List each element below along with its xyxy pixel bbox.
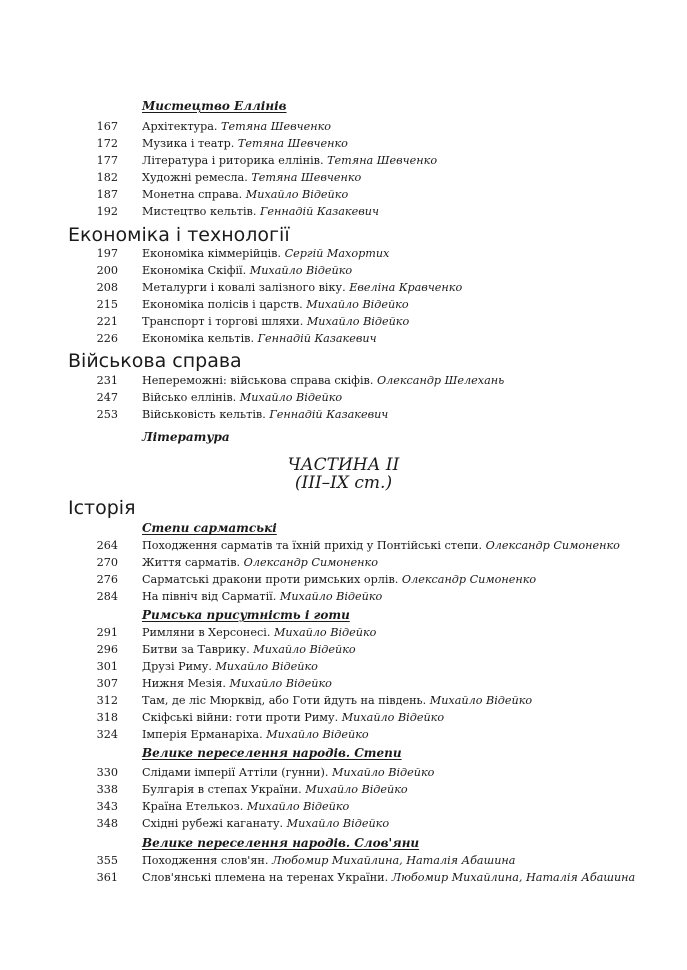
page-number: 253 bbox=[96, 408, 118, 421]
toc-entry[interactable] bbox=[0, 279, 687, 296]
entry-author: Михайло Відейко bbox=[429, 694, 533, 707]
toc-entry[interactable] bbox=[0, 692, 687, 709]
toc-entry[interactable] bbox=[0, 624, 687, 641]
entry-author: Тетяна Шевченко bbox=[251, 171, 362, 184]
page-number: 324 bbox=[96, 728, 118, 741]
page-number: 318 bbox=[96, 711, 118, 724]
entry-title: Походження сарматів та їхній прихід у Понтійські степи. bbox=[142, 539, 483, 552]
entry-title: Нижня Мезія. bbox=[142, 677, 226, 690]
toc-entry[interactable] bbox=[0, 641, 687, 658]
entry-author: Любомир Михайлина, Наталія Абашина bbox=[391, 871, 636, 884]
part-title: ЧАСТИНА II bbox=[287, 455, 400, 475]
entry-title: Архітектура. bbox=[142, 120, 218, 133]
entry-author: Михайло Відейко bbox=[215, 660, 318, 673]
page-number: 226 bbox=[96, 332, 118, 345]
entry-author: Михайло Відейко bbox=[266, 728, 369, 741]
entry-author: Олександр Симоненко bbox=[485, 539, 620, 552]
entry-author: Михайло Відейко bbox=[331, 766, 435, 779]
entry-title-line bbox=[142, 624, 376, 641]
entry-title-line bbox=[142, 798, 349, 815]
toc-entry[interactable] bbox=[0, 571, 687, 588]
entry-title-line bbox=[142, 852, 515, 869]
toc-entry[interactable] bbox=[0, 675, 687, 692]
entry-author: Михайло Відейко bbox=[245, 188, 349, 201]
entry-title: Слов'янські племена на теренах України. bbox=[142, 871, 389, 884]
entry-author: Михайло Відейко bbox=[341, 711, 445, 724]
entry-author: Михайло Відейко bbox=[229, 677, 332, 690]
entry-title-line bbox=[142, 372, 504, 389]
entry-title-line bbox=[142, 389, 342, 406]
toc-entry[interactable] bbox=[0, 186, 687, 203]
entry-title: Східні рубежі каганату. bbox=[142, 817, 284, 830]
page-number: 343 bbox=[96, 800, 118, 813]
entry-title-line bbox=[142, 330, 377, 347]
entry-title: Художні ремесла. bbox=[142, 171, 248, 184]
entry-author: Тетяна Шевченко bbox=[237, 137, 348, 150]
subsection-heading: Велике переселення народів. Степи bbox=[142, 746, 402, 760]
toc-entry[interactable] bbox=[0, 554, 687, 571]
entry-title: Країна Етелькоз. bbox=[142, 800, 244, 813]
entry-title-line bbox=[142, 709, 444, 726]
entry-title-line bbox=[142, 186, 348, 203]
subsection-heading-literature: Література bbox=[142, 430, 230, 444]
toc-entry[interactable] bbox=[0, 313, 687, 330]
entry-author: Михайло Відейко bbox=[249, 264, 353, 277]
page-number: 187 bbox=[96, 188, 118, 201]
toc-entry[interactable] bbox=[0, 781, 687, 798]
entry-title: Булгарія в степах України. bbox=[142, 783, 302, 796]
entry-title: Економіка Скіфії. bbox=[142, 264, 247, 277]
page-number: 338 bbox=[96, 783, 118, 796]
entry-title: Непереможні: військова справа скіфів. bbox=[142, 374, 374, 387]
entry-author: Евеліна Кравченко bbox=[349, 281, 463, 294]
entry-author: Тетяна Шевченко bbox=[327, 154, 438, 167]
entry-title: Римляни в Херсонесі. bbox=[142, 626, 271, 639]
page-number: 312 bbox=[96, 694, 118, 707]
entry-title-line bbox=[142, 815, 389, 832]
page-number: 215 bbox=[96, 298, 118, 311]
entry-author: Геннадій Казакевич bbox=[259, 205, 379, 218]
toc-entry[interactable] bbox=[0, 658, 687, 675]
toc-entry[interactable] bbox=[0, 152, 687, 169]
entry-author: Михайло Відейко bbox=[305, 783, 408, 796]
toc-entry[interactable] bbox=[0, 406, 687, 423]
entry-title-line bbox=[142, 658, 318, 675]
toc-entry[interactable] bbox=[0, 372, 687, 389]
entry-title-line bbox=[142, 726, 369, 743]
section-heading-history: Історія bbox=[68, 497, 136, 519]
subsection-heading: Мистецтво Еллінів bbox=[142, 99, 287, 113]
entry-author: Геннадій Казакевич bbox=[257, 332, 377, 345]
entry-title-line bbox=[142, 869, 635, 886]
entry-title-line bbox=[142, 675, 332, 692]
entry-title-line bbox=[142, 203, 379, 220]
entry-author: Михайло Відейко bbox=[246, 800, 350, 813]
page-number: 361 bbox=[96, 871, 118, 884]
entry-author: Любомир Михайлина, Наталія Абашина bbox=[271, 854, 516, 867]
entry-title-line bbox=[142, 641, 356, 658]
page-number: 200 bbox=[96, 264, 118, 277]
entry-title: Мистецтво кельтів. bbox=[142, 205, 257, 218]
subsection-heading: Степи сарматські bbox=[142, 521, 277, 535]
page-number: 177 bbox=[96, 154, 118, 167]
toc-entry[interactable] bbox=[0, 588, 687, 605]
entry-title: Походження слов'ян. bbox=[142, 854, 269, 867]
entry-author: Олександр Симоненко bbox=[401, 573, 537, 586]
entry-author: Михайло Відейко bbox=[286, 817, 390, 830]
entry-title: Економіка полісів і царств. bbox=[142, 298, 303, 311]
page-number: 291 bbox=[96, 626, 118, 639]
entry-title: Слідами імперії Аттіли (гунни). bbox=[142, 766, 329, 779]
entry-title: Металурги і ковалі залізного віку. bbox=[142, 281, 346, 294]
toc-entry[interactable] bbox=[0, 118, 687, 135]
entry-title-line bbox=[142, 781, 408, 798]
entry-title-line bbox=[142, 537, 620, 554]
entry-author: Михайло Відейко bbox=[273, 626, 377, 639]
page-number: 247 bbox=[96, 391, 118, 404]
page-number: 264 bbox=[96, 539, 118, 552]
entry-title-line bbox=[142, 571, 536, 588]
entry-author: Михайло Відейко bbox=[279, 590, 383, 603]
page-number: 284 bbox=[96, 590, 118, 603]
entry-title: Економіка кельтів. bbox=[142, 332, 255, 345]
entry-title: Військо еллінів. bbox=[142, 391, 237, 404]
part-subtitle: (III–IX ст.) bbox=[294, 473, 393, 493]
toc-entry[interactable] bbox=[0, 726, 687, 743]
page-number: 197 bbox=[96, 247, 118, 260]
section-heading: Економіка і технології bbox=[68, 224, 290, 246]
toc-entry[interactable] bbox=[0, 869, 687, 886]
entry-title: Монетна справа. bbox=[142, 188, 243, 201]
page-number: 167 bbox=[96, 120, 118, 133]
page-number: 231 bbox=[96, 374, 118, 387]
toc-entry[interactable] bbox=[0, 330, 687, 347]
entry-title: Життя сарматів. bbox=[142, 556, 241, 569]
page-number: 208 bbox=[96, 281, 118, 294]
entry-title-line bbox=[142, 262, 352, 279]
toc-entry[interactable] bbox=[0, 203, 687, 220]
entry-author: Олександр Шелехань bbox=[376, 374, 505, 387]
page-number: 348 bbox=[96, 817, 118, 830]
entry-title-line bbox=[142, 406, 388, 423]
page-number: 192 bbox=[96, 205, 118, 218]
entry-title: Сарматські дракони проти римських орлів. bbox=[142, 573, 399, 586]
toc-entry[interactable] bbox=[0, 135, 687, 152]
entry-title-line bbox=[142, 152, 437, 169]
page-number: 330 bbox=[96, 766, 118, 779]
entry-title: На північ від Сарматії. bbox=[142, 590, 277, 603]
entry-title-line bbox=[142, 135, 348, 152]
page-number: 172 bbox=[96, 137, 118, 150]
toc-entry[interactable] bbox=[0, 389, 687, 406]
toc-entry[interactable] bbox=[0, 296, 687, 313]
entry-title-line bbox=[142, 554, 378, 571]
toc-entry[interactable] bbox=[0, 709, 687, 726]
entry-title-line bbox=[142, 118, 331, 135]
entry-author: Тетяна Шевченко bbox=[221, 120, 332, 133]
entry-title: Скіфські війни: готи проти Риму. bbox=[142, 711, 339, 724]
toc-entry[interactable] bbox=[0, 169, 687, 186]
toc-entry[interactable] bbox=[0, 852, 687, 869]
entry-author: Михайло Відейко bbox=[253, 643, 356, 656]
page-number: 301 bbox=[96, 660, 118, 673]
page-number: 296 bbox=[96, 643, 118, 656]
toc-entry[interactable] bbox=[0, 764, 687, 781]
entry-author: Сергій Махортих bbox=[284, 247, 390, 260]
entry-author: Геннадій Казакевич bbox=[269, 408, 389, 421]
subsection-heading: Римська присутність і готи bbox=[142, 608, 350, 622]
entry-title-line bbox=[142, 692, 532, 709]
entry-title-line bbox=[142, 588, 382, 605]
toc-entry[interactable] bbox=[0, 262, 687, 279]
entry-title-line bbox=[142, 296, 409, 313]
entry-title: Військовість кельтів. bbox=[142, 408, 266, 421]
entry-title-line bbox=[142, 245, 389, 262]
entry-title: Імперія Ерманаріха. bbox=[142, 728, 263, 741]
entry-title: Битви за Таврику. bbox=[142, 643, 250, 656]
toc-entry[interactable] bbox=[0, 245, 687, 262]
subsection-heading: Велике переселення народів. Слов'яни bbox=[142, 836, 420, 850]
entry-title: Друзі Риму. bbox=[142, 660, 212, 673]
toc-entry[interactable] bbox=[0, 798, 687, 815]
entry-title-line bbox=[142, 279, 462, 296]
page-number: 307 bbox=[96, 677, 118, 690]
page-number: 355 bbox=[96, 854, 118, 867]
toc-entry[interactable] bbox=[0, 537, 687, 554]
entry-title-line bbox=[142, 169, 361, 186]
entry-title: Література і риторика еллінів. bbox=[142, 154, 324, 167]
entry-title: Там, де ліс Мюрквід, або Готи йдуть на південь. bbox=[142, 694, 427, 707]
entry-title: Транспорт і торгові шляхи. bbox=[142, 315, 304, 328]
entry-title: Музика і театр. bbox=[142, 137, 235, 150]
entry-title-line bbox=[142, 313, 409, 330]
page-number: 276 bbox=[96, 573, 118, 586]
page-number: 221 bbox=[96, 315, 118, 328]
page-number: 182 bbox=[96, 171, 118, 184]
entry-author: Олександр Симоненко bbox=[243, 556, 378, 569]
page-number: 270 bbox=[96, 556, 118, 569]
entry-author: Михайло Відейко bbox=[239, 391, 343, 404]
toc-entry[interactable] bbox=[0, 815, 687, 832]
entry-title: Економіка кіммерійців. bbox=[142, 247, 282, 260]
entry-title-line bbox=[142, 764, 434, 781]
section-heading: Військова справа bbox=[68, 350, 242, 372]
entry-author: Михайло Відейко bbox=[306, 298, 409, 311]
entry-author: Михайло Відейко bbox=[306, 315, 410, 328]
